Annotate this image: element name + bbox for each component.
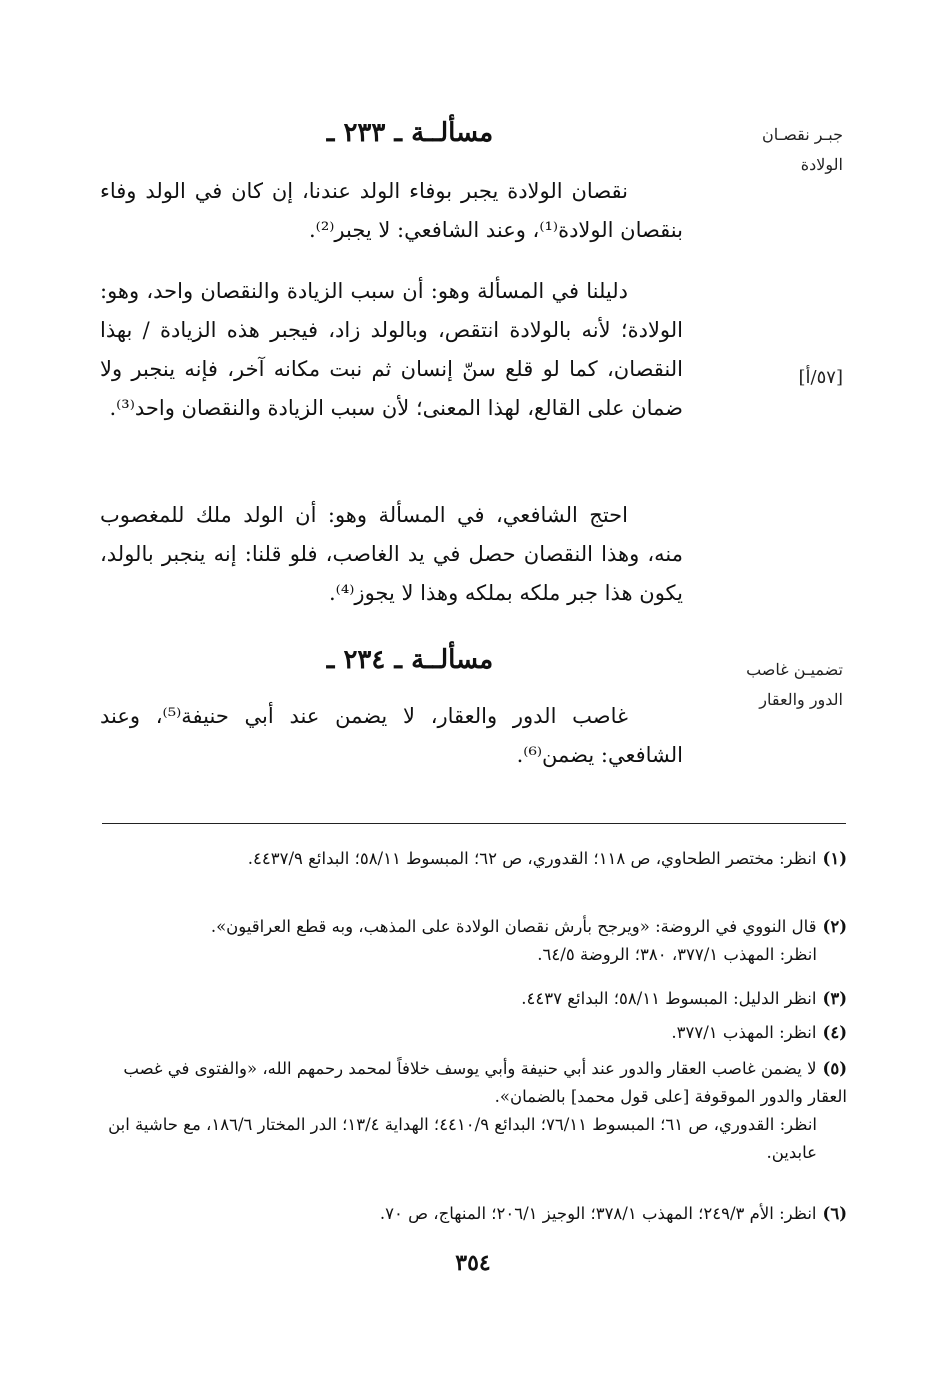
footnote-1 [102, 845, 847, 873]
side-note-line: جبـر نقصـان [761, 125, 843, 144]
footnote-text: انظر: الأم ٢٤٩/٣؛ المهذب ٣٧٨/١؛ الوجيز ٢٠٦/١؛ المنهاج، ص ٧٠. [379, 1204, 817, 1223]
footnote-4 [102, 1019, 847, 1047]
footnote-6 [102, 1200, 847, 1228]
footnote-text: قال النووي في الروضة: «ويرجح بأرش نقصان الولادة على المذهب، وبه قطع العراقيون». [210, 917, 817, 936]
footnote-3 [102, 985, 847, 1013]
footnote-number: (٦) [822, 1204, 847, 1223]
paragraph-233-evidence: دليلنا في المسألة وهو: أن سبب الزيادة والنقصان واحد، وهو: الولادة؛ لأنه بالولادة انتقص، وبالولد زاد، فيجبر هذه الزيادة / بهذا النقصان، كما لو قلع سنّ إنسان ثم نبت مكانه آخر، فإنه ينجبر ولا ضمان على القالع، لهذا المعنى؛ لأن سبب الزيادة والنقصان واحد⁽³⁾. [100, 279, 683, 420]
footnote-2 [102, 913, 847, 969]
page-number: ٣٥٤ [455, 1250, 491, 1276]
paragraph-233-statement: نقصان الولادة يجبر بوفاء الولد عندنا، إن كان في الولد وفاء بنقصان الولادة⁽¹⁾، وعند الشافعي: لا يجبر⁽²⁾. [100, 179, 683, 242]
footnote-divider [102, 823, 846, 824]
side-note-line: الولادة [800, 155, 843, 174]
footnote-5 [102, 1055, 847, 1167]
side-note-234 [700, 655, 843, 715]
footnote-number: (٣) [822, 989, 847, 1008]
footnote-text: لا يضمن غاصب العقار والدور عند أبي حنيفة وأبي يوسف خلافاً لمحمد رحمهم الله، «والفتوى في غصب العقار والدور الموقوفة [على قول محمد] بالضمان». [123, 1059, 847, 1106]
folio-marker: [٥٧/أ] [798, 367, 843, 388]
section-heading-234: مسألــة ـ ٢٣٤ ـ [326, 645, 494, 675]
footnote-text: انظر: القدوري، ص ٦١؛ المبسوط ٧٦/١١؛ البدائع ٤٤١٠/٩؛ الهداية ١٣/٤؛ الدر المختار ١٨٦/٦، مع حاشية ابن عابدين. [108, 1115, 817, 1162]
footnote-text: انظر: المهذب ٣٧٧/١، ٣٨٠؛ الروضة ٦٤/٥. [537, 945, 817, 964]
footnote-text: انظر: المهذب ٣٧٧/١. [671, 1023, 817, 1042]
side-note-233 [700, 120, 843, 180]
footnote-number: (٤) [822, 1023, 847, 1042]
footnote-number: (٥) [822, 1059, 847, 1078]
footnote-text: انظر الدليل: المبسوط ٥٨/١١؛ البدائع ٤٤٣٧. [521, 989, 817, 1008]
footnote-text: انظر: مختصر الطحاوي، ص ١١٨؛ القدوري، ص ٦٢؛ المبسوط ٥٨/١١؛ البدائع ٤٤٣٧/٩. [247, 849, 817, 868]
paragraph-233-shafii: احتج الشافعي، في المسألة وهو: أن الولد ملك للمغصوب منه، وهذا النقصان حصل في يد الغاصب، فلو قلنا: إنه ينجبر بالولد، يكون هذا جبر ملكه بملكه وهذا لا يجوز⁽⁴⁾. [100, 503, 683, 605]
side-note-line: تضميـن غاصب [746, 660, 843, 679]
footnote-number: (١) [822, 849, 847, 868]
footnote-number: (٢) [822, 917, 847, 936]
side-note-line: الدور والعقار [759, 690, 843, 709]
paragraph-234-statement: غاصب الدور والعقار، لا يضمن عند أبي حنيفة⁽⁵⁾، وعند الشافعي: يضمن⁽⁶⁾. [100, 704, 683, 767]
section-heading-233: مسألــة ـ ٢٣٣ ـ [326, 118, 494, 148]
